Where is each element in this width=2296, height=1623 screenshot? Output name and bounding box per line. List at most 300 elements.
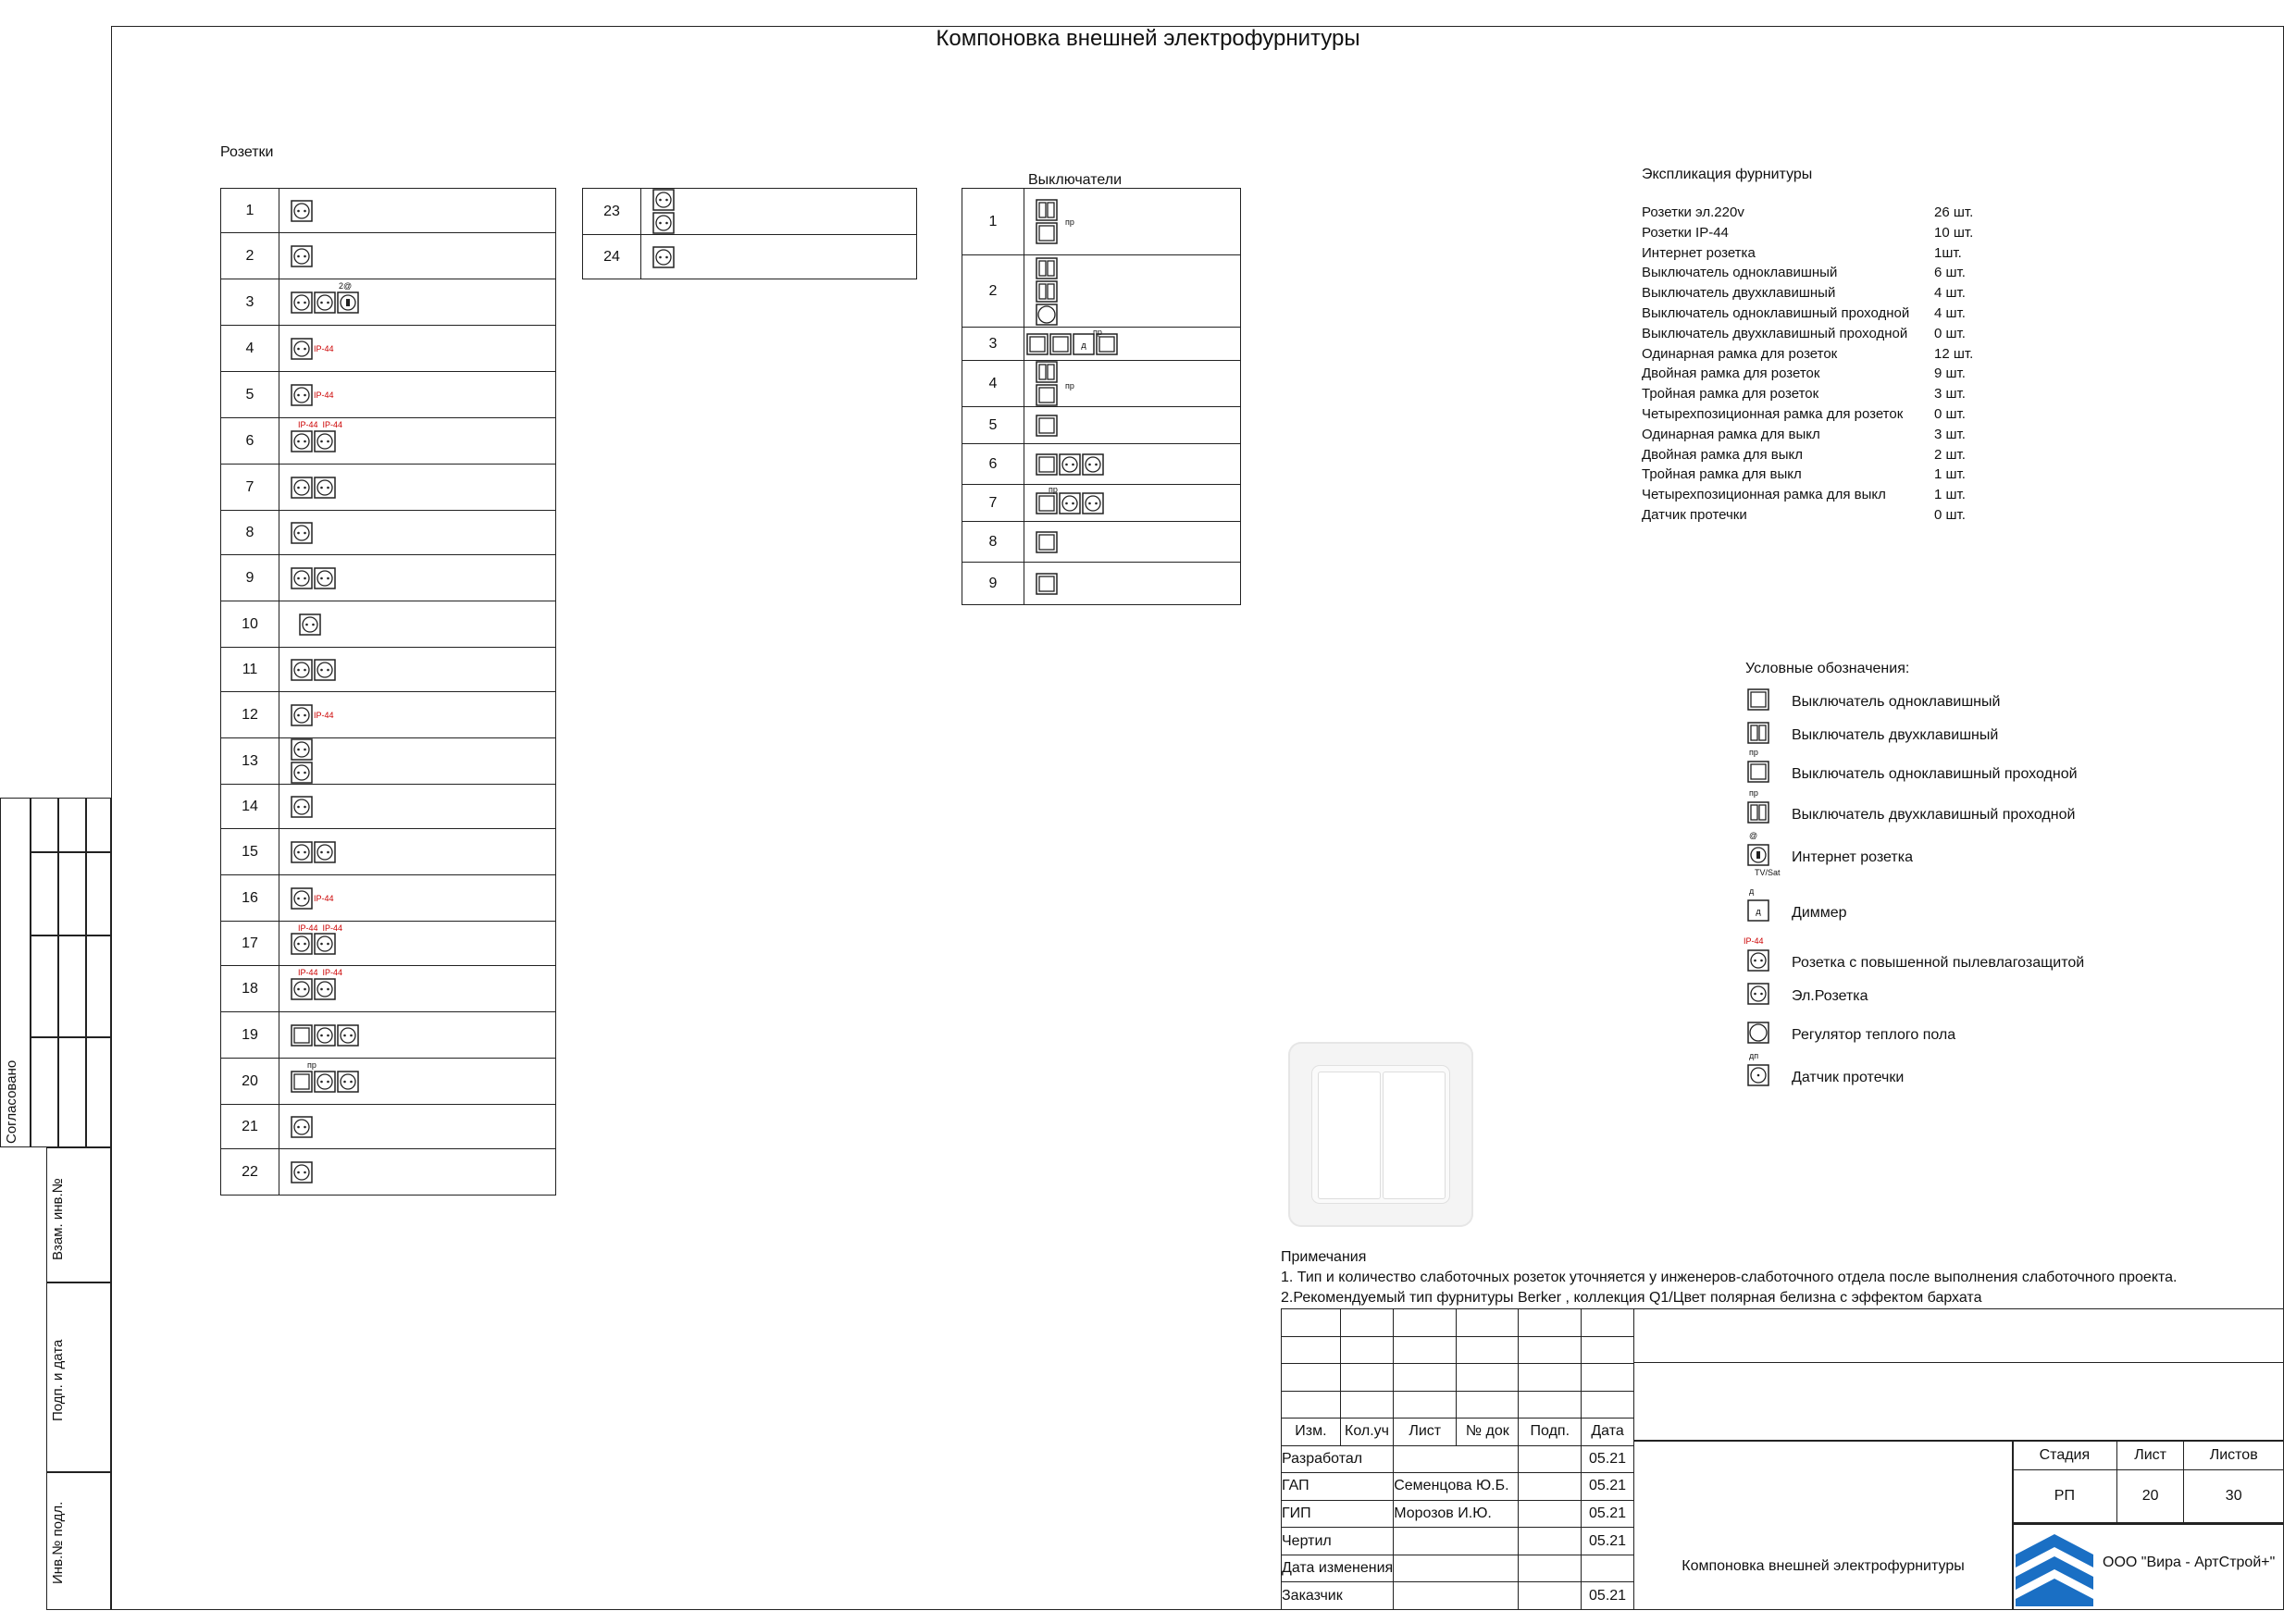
double-switch-icon: [1036, 361, 1058, 383]
explication-name: Одинарная рамка для розеток: [1642, 345, 1838, 362]
row-number: 4: [962, 361, 1024, 407]
stamp-role-row: [1282, 1555, 1634, 1582]
explication-qty: 4 шт.: [1934, 285, 1966, 302]
socket-row: [221, 1012, 556, 1059]
double-switch-icon: [1747, 722, 1769, 744]
legend-item: [1747, 1051, 1905, 1091]
socket-row: [221, 465, 556, 511]
stamp-person: [1394, 1445, 1519, 1473]
explication-heading: Экспликация фурнитуры: [1642, 167, 1813, 182]
explication-item: [1642, 243, 1973, 264]
double-switch-icon: [1747, 801, 1769, 824]
single-switch-icon: [1026, 333, 1049, 355]
explication-item: [1642, 445, 1973, 465]
row-number: 9: [962, 563, 1024, 605]
legend-tag: пр: [1749, 748, 1758, 757]
switches-table: [962, 188, 1241, 605]
row-number: 14: [221, 785, 279, 829]
row-number: 18: [221, 966, 279, 1012]
socket-symbols: [279, 648, 556, 692]
side-agreed-label: Согласовано: [4, 1059, 19, 1144]
switch-row: [962, 563, 1241, 605]
socket-icon: [291, 841, 313, 863]
explication-qty: 9 шт.: [1934, 365, 1966, 382]
page-title: Компоновка внешней электрофурнитуры: [936, 26, 1360, 51]
single-switch-icon: [1036, 384, 1058, 406]
row-number: 4: [221, 326, 279, 372]
socket-symbols: [279, 1059, 556, 1105]
stamp-role-row: [1282, 1500, 1634, 1528]
socket-icon: [652, 189, 675, 211]
socket-symbols: [641, 235, 917, 279]
explication-qty: 4 шт.: [1934, 304, 1966, 321]
row-number: 13: [221, 738, 279, 785]
stamp-header: Дата: [1582, 1419, 1634, 1446]
stamp-date: [1582, 1555, 1634, 1582]
socket-icon: [291, 738, 313, 761]
socket-icon: [1082, 492, 1104, 514]
switch-key-left: [1318, 1072, 1381, 1199]
explication-name: Выключатель двухклавишный: [1642, 285, 1836, 302]
explication-item: [1642, 505, 1973, 526]
row-number: 17: [221, 922, 279, 966]
socket-symbols: [279, 785, 556, 829]
socket-symbols: [279, 692, 556, 738]
row-number: 6: [221, 418, 279, 465]
explication-item: [1642, 263, 1973, 283]
legend-item: [1747, 722, 1998, 749]
socket-icon: [291, 704, 313, 726]
explication-name: Одинарная рамка для выкл: [1642, 426, 1820, 442]
sockets-table: [220, 188, 556, 1196]
side-replace-label: Взам. инв.№: [50, 1178, 66, 1260]
switch-row: [962, 485, 1241, 522]
dimmer-icon: [1073, 333, 1095, 355]
stamp-date: 05.21: [1582, 1500, 1634, 1528]
stamp-person: [1394, 1555, 1519, 1582]
stamp-role-row: [1282, 1445, 1634, 1473]
stamp-date: 05.21: [1582, 1445, 1634, 1473]
symbol-note: пр: [1065, 217, 1074, 228]
explication-item: [1642, 465, 1973, 485]
stamp-role: Разработал: [1282, 1445, 1394, 1473]
socket-symbols: [279, 829, 556, 875]
stamp-date: 05.21: [1582, 1582, 1634, 1610]
socket-symbols: [279, 601, 556, 648]
ip44-label: IP-44: [314, 390, 334, 400]
socket-symbols: [279, 418, 556, 465]
legend-label: Диммер: [1792, 904, 1847, 921]
socket-symbols: [279, 1149, 556, 1196]
row-number: 8: [962, 522, 1024, 563]
socket-icon: [291, 384, 313, 406]
stamp-top-empty: [1634, 1308, 2284, 1363]
stamp-header: Кол.уч: [1340, 1419, 1393, 1446]
explication-item: [1642, 304, 1973, 324]
legend-item: [1747, 788, 2076, 828]
socket-symbols: [279, 511, 556, 555]
socket-icon: [1082, 453, 1104, 476]
stamp-person: Морозов И.Ю.: [1394, 1500, 1519, 1528]
sheets-header: Листов: [2184, 1441, 2284, 1470]
explication-item: [1642, 203, 1973, 223]
socket-symbols: [279, 738, 556, 785]
switch-symbols: [1024, 328, 1241, 361]
socket-icon: [291, 477, 313, 499]
explication-name: Четырехпозиционная рамка для выкл: [1642, 487, 1886, 503]
socket-icon: [291, 291, 313, 314]
legend-item: [1747, 748, 2078, 787]
explication-item: [1642, 425, 1973, 445]
socket-symbols: [641, 189, 917, 235]
company-name: ООО "Вира - АртСтрой+": [2103, 1555, 2276, 1570]
symbol-note: пр: [307, 1060, 316, 1070]
floor-heating-icon: [1747, 1022, 1769, 1044]
svg-text:д: д: [1081, 340, 1086, 350]
stamp-signature: [1519, 1500, 1582, 1528]
socket-icon: [1059, 453, 1081, 476]
symbol-note: 2@: [339, 281, 353, 291]
stamp-role-row: [1282, 1528, 1634, 1555]
single-switch-icon: [291, 1071, 313, 1093]
switches-heading: Выключатели: [1028, 172, 1123, 188]
socket-row: [221, 189, 556, 233]
sheets-value: 30: [2184, 1470, 2284, 1523]
socket-row: [221, 966, 556, 1012]
stamp-date: 05.21: [1582, 1528, 1634, 1555]
side-inv-label: Инв.№ подл.: [50, 1501, 66, 1584]
socket-symbols: [279, 1105, 556, 1149]
socket-icon: [314, 477, 336, 499]
stamp-role-row: [1282, 1582, 1634, 1610]
switch-symbols: [1024, 485, 1241, 522]
row-number: 2: [221, 233, 279, 279]
switch-frame-image: [1312, 1066, 1449, 1203]
stamp-doc-title: Компоновка внешней электрофурнитуры: [1682, 1558, 1965, 1574]
explication-item: [1642, 404, 1973, 425]
socket-icon: [337, 1071, 359, 1093]
notes: [1281, 1247, 2177, 1308]
floor-heating-icon: [1036, 304, 1058, 326]
single-switch-icon: [1036, 453, 1058, 476]
row-number: 9: [221, 555, 279, 601]
stamp-stage-table: [2012, 1440, 2284, 1523]
switch-row: [962, 255, 1241, 328]
row-number: 16: [221, 875, 279, 922]
socket-icon: [291, 522, 313, 544]
sockets-table-2: [582, 188, 917, 279]
socket-row: [221, 326, 556, 372]
legend-tag: @: [1749, 831, 1758, 840]
explication-item: [1642, 283, 1973, 304]
explication-qty: 12 шт.: [1934, 345, 1974, 362]
stamp-role: ГИП: [1282, 1500, 1394, 1528]
switch-symbols: [1024, 444, 1241, 485]
socket-icon: [291, 1116, 313, 1138]
explication-name: Четырехпозиционная рамка для розеток: [1642, 405, 1904, 422]
socket-symbols: [279, 326, 556, 372]
row-number: 1: [962, 189, 1024, 255]
legend-item: [1744, 936, 2085, 976]
socket-icon: [291, 659, 313, 681]
legend-item: [1747, 983, 1868, 1010]
row-number: 22: [221, 1149, 279, 1196]
row-number: 2: [962, 255, 1024, 328]
stamp-signature: [1519, 1555, 1582, 1582]
notes-line-1: 1. Тип и количество слаботочных розеток уточняется у инженеров-слаботочного отдела после выполнения слаботочного проекта.: [1281, 1270, 2178, 1285]
explication-qty: 0 шт.: [1934, 325, 1966, 341]
socket-row: [221, 601, 556, 648]
internet-socket-icon: [337, 291, 359, 314]
legend-label: Розетка с повышенной пылевлагозащитой: [1792, 954, 2085, 971]
explication-qty: 1 шт.: [1934, 466, 1966, 483]
row-number: 3: [962, 328, 1024, 361]
svg-text:д: д: [1756, 907, 1761, 916]
row-number: 5: [962, 407, 1024, 444]
socket-icon: [291, 933, 313, 955]
legend-item: [1747, 1022, 1955, 1048]
explication-item: [1642, 223, 1973, 243]
stage-header: Стадия: [2013, 1441, 2117, 1470]
socket-icon: [299, 613, 321, 636]
explication-name: Выключатель одноклавишный: [1642, 265, 1838, 281]
single-switch-icon: [1036, 222, 1058, 244]
explication-item: [1642, 324, 1973, 344]
explication-qty: 1 шт.: [1934, 487, 1966, 503]
legend-label: Выключатель одноклавишный: [1792, 693, 2001, 710]
double-switch-icon: [1036, 199, 1058, 221]
legend-label: Интернет розетка: [1792, 849, 1913, 865]
socket-row: [221, 692, 556, 738]
socket-symbols: [279, 922, 556, 966]
notes-line-2: 2.Рекомендуемый тип фурнитуры Berker , коллекция Q1/Цвет полярная белизна с эффектом бархата: [1281, 1290, 1982, 1306]
switch-row: [962, 444, 1241, 485]
row-number: 11: [221, 648, 279, 692]
explication-qty: 0 шт.: [1934, 405, 1966, 422]
socket-icon: [337, 1024, 359, 1047]
socket-icon: [314, 291, 336, 314]
ip44-label: IP-44: [314, 893, 334, 903]
internet-socket-icon: [1747, 844, 1769, 866]
switch-row: [962, 189, 1241, 255]
socket-symbols: [279, 555, 556, 601]
stamp-header: Изм.: [1282, 1419, 1341, 1446]
row-number: 21: [221, 1105, 279, 1149]
explication-qty: 6 шт.: [1934, 265, 1966, 281]
legend-item: [1747, 886, 1847, 926]
socket-icon: [291, 762, 313, 784]
switch-symbols: [1024, 255, 1241, 328]
socket-symbols: [279, 372, 556, 418]
explication-qty: 0 шт.: [1934, 506, 1966, 523]
socket-row: [221, 1105, 556, 1149]
stamp-signatures: [1281, 1308, 1634, 1610]
stamp-signature: [1519, 1528, 1582, 1555]
row-number: 6: [962, 444, 1024, 485]
socket-symbols: [279, 875, 556, 922]
symbol-note: пр: [1093, 328, 1102, 337]
ip44-label: IP-44 IP-44: [298, 968, 343, 977]
socket-icon: [291, 978, 313, 1000]
single-switch-icon: [1036, 573, 1058, 595]
legend-label: Выключатель одноклавишный проходной: [1792, 765, 2078, 782]
socket-row: [221, 829, 556, 875]
socket-icon: [291, 796, 313, 818]
single-switch-icon: [1747, 761, 1769, 783]
socket-row: [221, 738, 556, 785]
switch-row: [962, 328, 1241, 361]
row-number: 5: [221, 372, 279, 418]
ip44-label: IP-44: [314, 343, 334, 353]
legend-tag: д: [1749, 886, 1755, 896]
socket-row: [583, 189, 917, 235]
single-switch-icon: [1036, 415, 1058, 437]
explication-name: Розетки IP-44: [1642, 224, 1729, 241]
socket-row: [221, 279, 556, 326]
stamp-person: [1394, 1528, 1519, 1555]
socket-icon: [652, 212, 675, 234]
row-number: 1: [221, 189, 279, 233]
stage-value: РП: [2013, 1470, 2117, 1523]
legend-item: [1747, 688, 2000, 715]
row-number: 8: [221, 511, 279, 555]
socket-symbols: [279, 465, 556, 511]
single-switch-icon: [1036, 531, 1058, 553]
row-number: 19: [221, 1012, 279, 1059]
ip44-label: IP-44 IP-44: [298, 420, 343, 429]
double-switch-icon: [1036, 257, 1058, 279]
row-number: 7: [962, 485, 1024, 522]
legend-label: Датчик протечки: [1792, 1069, 1905, 1085]
explication-name: Тройная рамка для розеток: [1642, 386, 1819, 403]
side-sign-label: Подп. и дата: [50, 1339, 66, 1421]
explication-item: [1642, 344, 1973, 365]
socket-row: [221, 372, 556, 418]
stamp-header: Лист: [1394, 1419, 1457, 1446]
socket-symbols: [279, 1012, 556, 1059]
explication-list: [1642, 203, 1973, 526]
socket-icon: [291, 338, 313, 360]
company-logo: [2016, 1527, 2093, 1606]
stamp-signature: [1519, 1473, 1582, 1501]
explication-qty: 2 шт.: [1934, 446, 1966, 463]
explication-name: Выключатель одноклавишный проходной: [1642, 304, 1910, 321]
explication-qty: 3 шт.: [1934, 426, 1966, 442]
socket-row: [221, 233, 556, 279]
socket-icon: [1747, 983, 1769, 1005]
socket-row: [221, 922, 556, 966]
switch-key-right: [1383, 1072, 1446, 1199]
legend-tag: пр: [1749, 788, 1758, 798]
explication-name: Интернет розетка: [1642, 244, 1756, 261]
explication-name: Датчик протечки: [1642, 506, 1747, 523]
explication-qty: 10 шт.: [1934, 224, 1974, 241]
single-switch-icon: [1747, 688, 1769, 711]
socket-row: [583, 235, 917, 279]
explication-name: Двойная рамка для розеток: [1642, 365, 1820, 382]
row-number: 15: [221, 829, 279, 875]
sockets-heading: Розетки: [220, 144, 274, 160]
notes-heading: Примечания: [1281, 1249, 1367, 1265]
socket-icon: [291, 567, 313, 589]
stamp-header-row: [1282, 1419, 1634, 1446]
stamp-role: Дата изменения: [1282, 1555, 1394, 1582]
symbol-note: пр: [1049, 485, 1058, 494]
explication-item: [1642, 384, 1973, 404]
explication-qty: 3 шт.: [1934, 386, 1966, 403]
legend-label: Выключатель двухклавишный: [1792, 726, 1999, 743]
row-number: 12: [221, 692, 279, 738]
stamp-header: № док: [1457, 1419, 1519, 1446]
socket-icon: [314, 1024, 336, 1047]
socket-row: [221, 1149, 556, 1196]
switch-symbols: [1024, 522, 1241, 563]
legend-label: Эл.Розетка: [1792, 987, 1868, 1004]
switch-row: [962, 522, 1241, 563]
explication-qty: 26 шт.: [1934, 204, 1974, 220]
socket-icon: [291, 887, 313, 910]
stamp-role: Заказчик: [1282, 1582, 1394, 1610]
socket-icon: [314, 841, 336, 863]
switch-symbols: [1024, 563, 1241, 605]
legend-item: [1747, 831, 1913, 877]
socket-icon: [291, 1161, 313, 1183]
socket-row: [221, 648, 556, 692]
single-switch-icon: [1036, 492, 1058, 514]
socket-icon: [1747, 949, 1769, 972]
socket-icon: [652, 246, 675, 268]
socket-icon: [291, 245, 313, 267]
dimmer-icon: [1747, 899, 1769, 922]
socket-icon: [1059, 492, 1081, 514]
symbol-note: пр: [1065, 380, 1074, 390]
switch-symbols: [1024, 407, 1241, 444]
socket-row: [221, 1059, 556, 1105]
switch-photo: [1288, 1042, 1473, 1227]
socket-icon: [291, 200, 313, 222]
socket-row: [221, 785, 556, 829]
stamp-date: 05.21: [1582, 1473, 1634, 1501]
single-switch-icon: [291, 1024, 313, 1047]
legend-label: Выключатель двухклавишный проходной: [1792, 806, 2076, 823]
stamp-role: Чертил: [1282, 1528, 1394, 1555]
explication-name: Выключатель двухклавишный проходной: [1642, 325, 1908, 341]
stamp-signature: [1519, 1445, 1582, 1473]
socket-icon: [314, 567, 336, 589]
explication-name: Тройная рамка для выкл: [1642, 466, 1802, 483]
socket-icon: [314, 430, 336, 452]
ip44-label: IP-44: [314, 710, 334, 720]
explication-item: [1642, 485, 1973, 505]
row-number: 24: [583, 235, 641, 279]
row-number: 20: [221, 1059, 279, 1105]
stamp-header: Подп.: [1519, 1419, 1582, 1446]
double-switch-icon: [1036, 280, 1058, 303]
explication-name: Двойная рамка для выкл: [1642, 446, 1804, 463]
socket-symbols: [279, 966, 556, 1012]
legend-heading: Условные обозначения:: [1745, 661, 1910, 676]
row-number: 23: [583, 189, 641, 235]
row-number: 10: [221, 601, 279, 648]
socket-symbols: [279, 233, 556, 279]
socket-row: [221, 511, 556, 555]
row-number: 7: [221, 465, 279, 511]
socket-icon: [314, 978, 336, 1000]
leak-sensor-icon: [1747, 1064, 1769, 1086]
socket-symbols: [279, 189, 556, 233]
legend-tag: дп: [1749, 1051, 1759, 1060]
switch-symbols: [1024, 189, 1241, 255]
